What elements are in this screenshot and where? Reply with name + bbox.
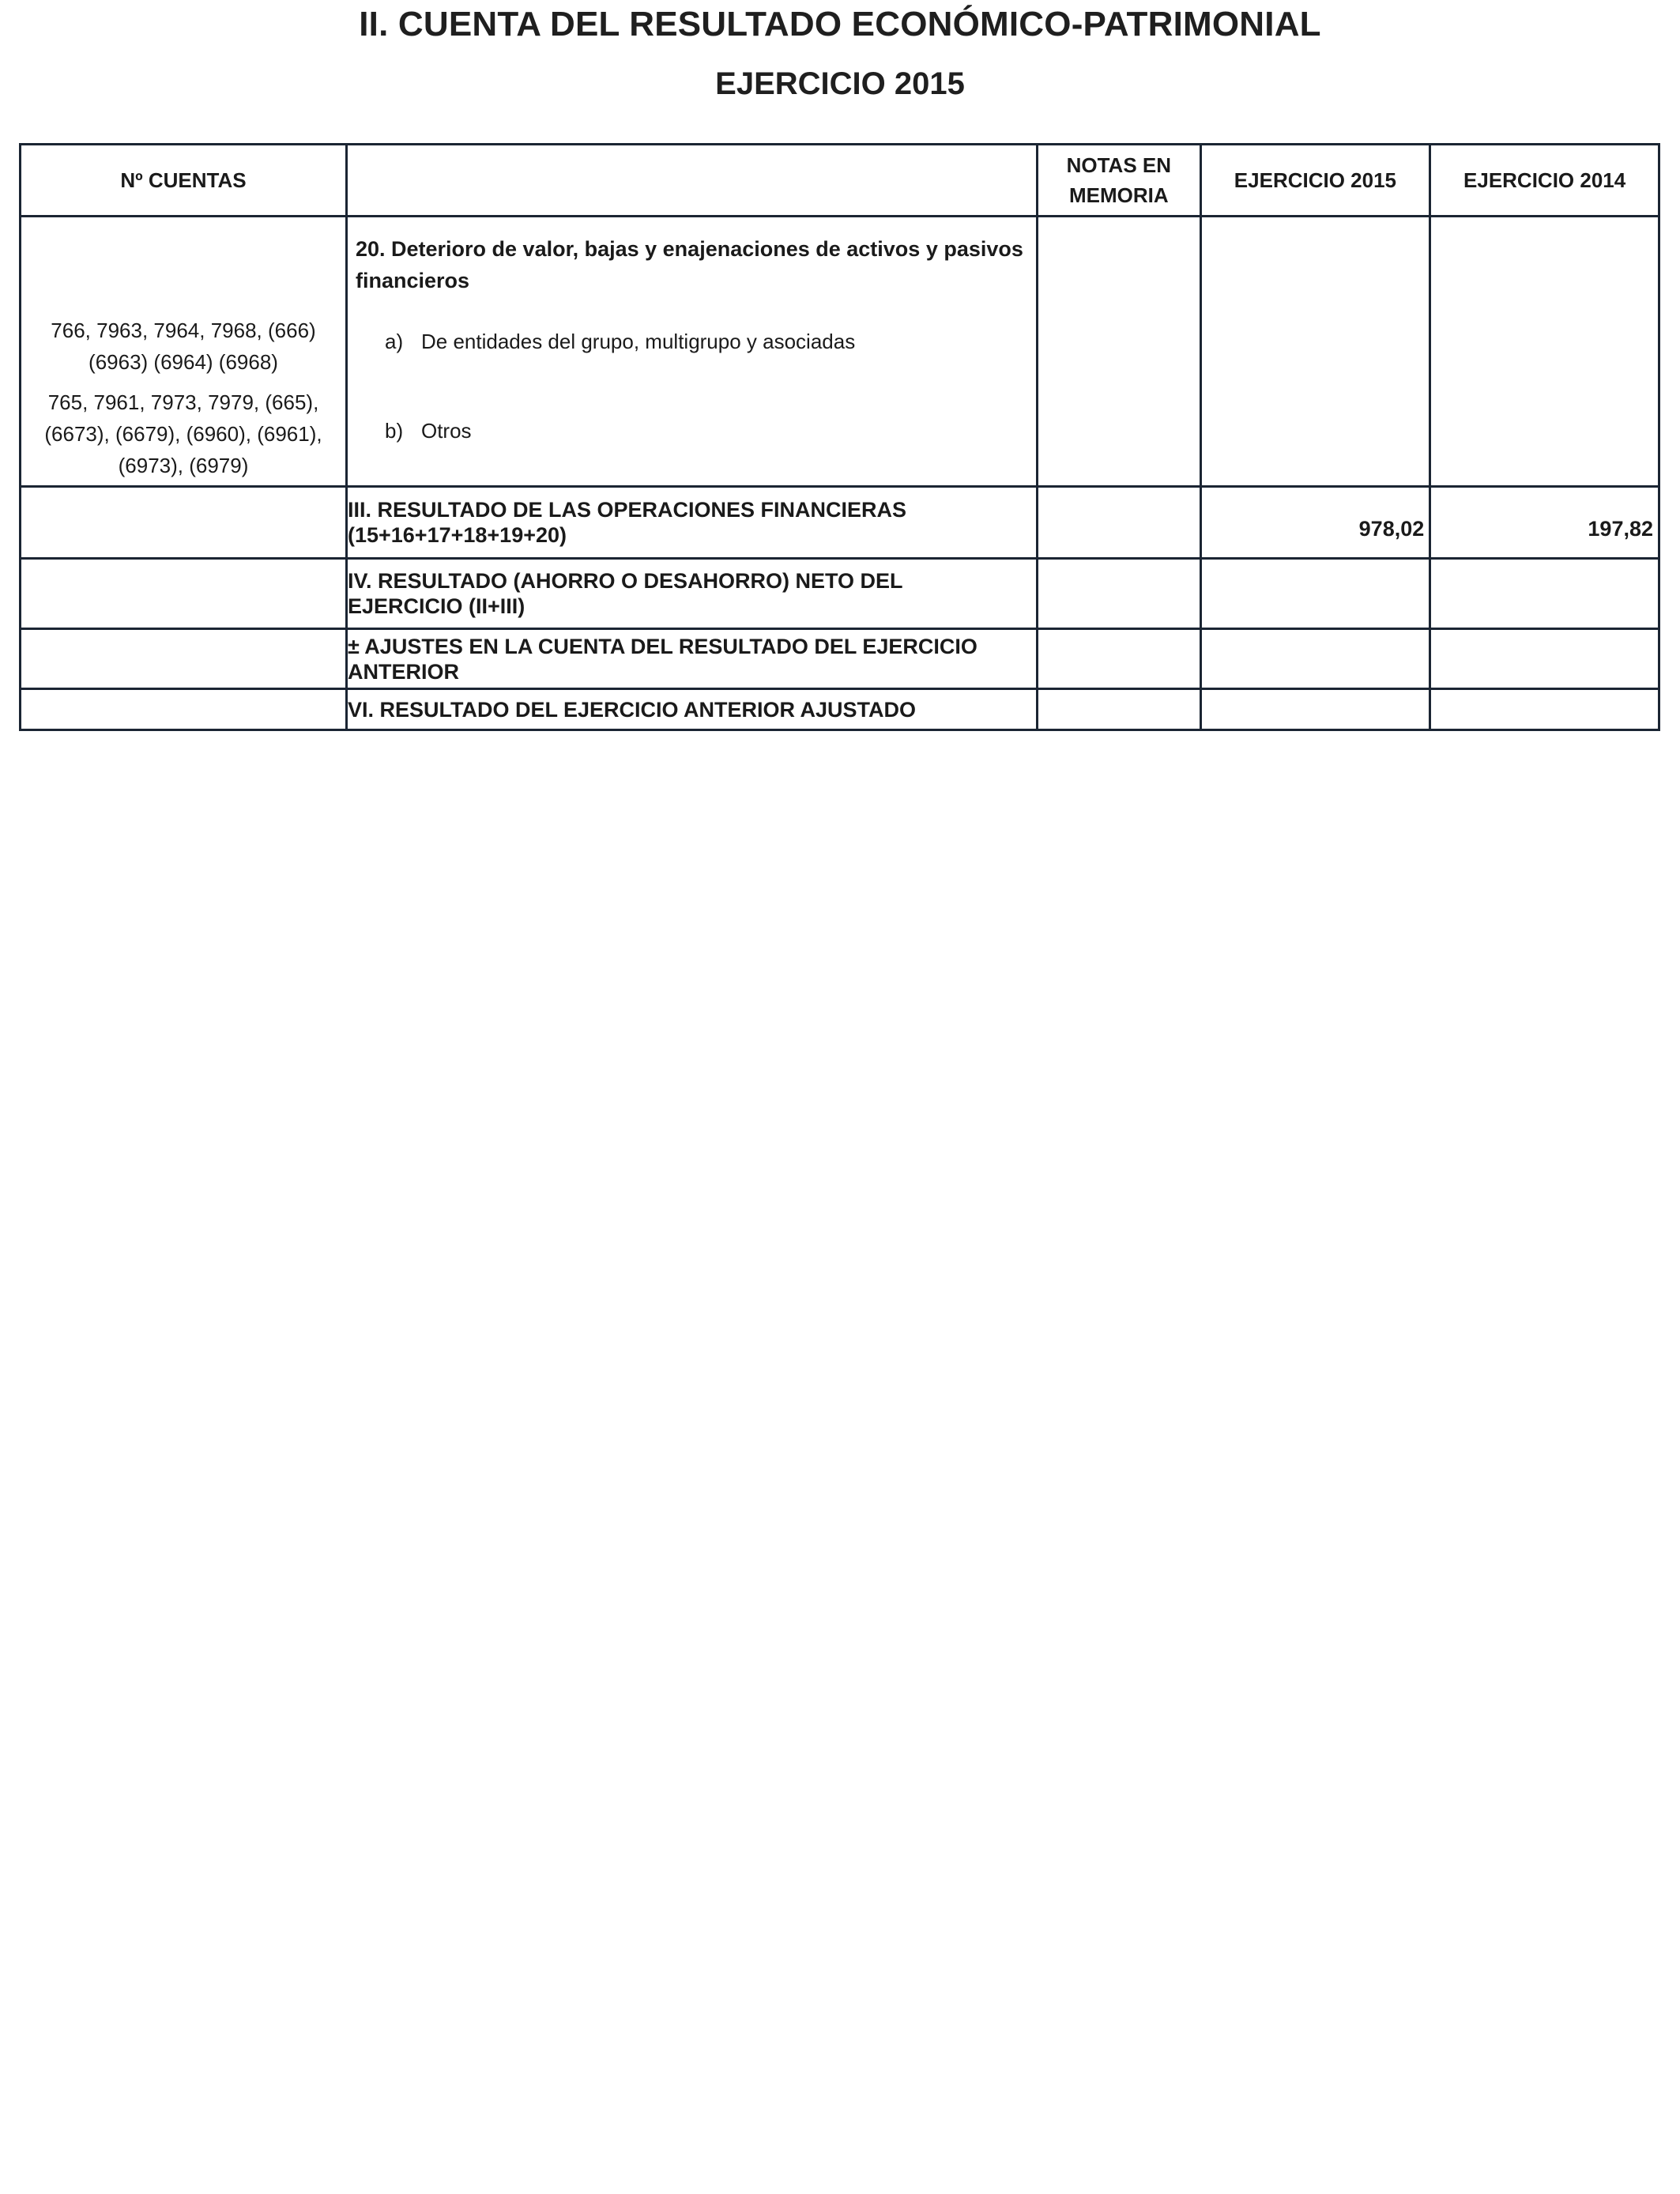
row-iii-accounts-cell xyxy=(21,487,347,559)
item-a-accounts-line2: (6963) (6964) (6968) xyxy=(89,350,278,374)
item-b-accounts-line1: 765, 7961, 7973, 7979, (665), xyxy=(47,390,319,414)
row-adjustments-year-2014 xyxy=(1430,629,1659,689)
item-b-label: Otros xyxy=(420,419,472,443)
header-notes xyxy=(1038,145,1200,217)
page-subtitle: EJERCICIO 2015 xyxy=(715,66,965,101)
row-iv-year-2014 xyxy=(1430,559,1659,629)
row-adjustments-notes xyxy=(1038,629,1200,689)
section20-year-2014-cell xyxy=(1430,217,1659,487)
section20-item-a-accounts xyxy=(21,315,345,378)
header-notes-line1: NOTAS EN xyxy=(1066,153,1172,177)
row-iii-description xyxy=(346,487,1037,559)
row-iv-line1: IV. RESULTADO (AHORRO O DESAHORRO) NETO DEL xyxy=(347,569,903,593)
row-adjustments-line1: ± AJUSTES EN LA CUENTA DEL RESULTADO DEL EJERCICIO xyxy=(347,634,977,658)
table-row-result-iv xyxy=(21,559,1659,629)
item-b-accounts-line3: (6973), (6979) xyxy=(118,454,249,477)
row-adjustments-accounts-cell xyxy=(21,629,347,689)
row-iv-accounts-cell xyxy=(21,559,347,629)
table-header-row xyxy=(21,145,1659,217)
section20-accounts-cell xyxy=(21,217,347,487)
header-description xyxy=(346,145,1037,217)
row-vi-accounts-cell xyxy=(21,689,347,730)
row-iii-line1: III. RESULTADO DE LAS OPERACIONES FINANCIERAS xyxy=(347,498,907,522)
header-notes-line2: MEMORIA xyxy=(1068,183,1169,207)
section20-item-b-accounts xyxy=(21,386,345,481)
item-a-marker: a) xyxy=(384,330,404,353)
row-vi-year-2015 xyxy=(1200,689,1430,730)
header-year-2015: EJERCICIO 2015 xyxy=(1200,145,1430,217)
item-a-label: De entidades del grupo, multigrupo y asociadas xyxy=(420,330,856,353)
table-row-result-vi xyxy=(21,689,1659,730)
row-iv-notes xyxy=(1038,559,1200,629)
item-b-accounts-line2: (6673), (6679), (6960), (6961), xyxy=(44,422,322,446)
row-vi-notes xyxy=(1038,689,1200,730)
item-a-accounts-line1: 766, 7963, 7964, 7968, (666) xyxy=(51,319,316,342)
row-iii-year-2015: 978,02 xyxy=(1200,487,1430,559)
row-iii-line2: (15+16+17+18+19+20) xyxy=(347,523,567,547)
row-iii-notes xyxy=(1038,487,1200,559)
row-vi-year-2014 xyxy=(1430,689,1659,730)
row-iv-description xyxy=(346,559,1037,629)
page-title: II. CUENTA DEL RESULTADO ECONÓMICO-PATRIMONIAL xyxy=(359,5,1321,43)
section20-description-cell xyxy=(346,217,1037,487)
row-adjustments-description xyxy=(346,629,1037,689)
row-adjustments-line2: ANTERIOR xyxy=(347,659,459,684)
table-row-result-iii xyxy=(21,487,1659,559)
table-row-section-20 xyxy=(21,217,1659,487)
header-year-2014: EJERCICIO 2014 xyxy=(1430,145,1659,217)
row-vi-description: VI. RESULTADO DEL EJERCICIO ANTERIOR AJUSTADO xyxy=(346,689,1037,730)
result-account-table xyxy=(19,143,1660,731)
section20-item-a xyxy=(385,327,855,356)
table-row-adjustments xyxy=(21,629,1659,689)
section20-notes-cell xyxy=(1038,217,1200,487)
section20-item-b xyxy=(385,417,472,445)
section20-title: 20. Deterioro de valor, bajas y enajenaciones de activos y pasivos financieros xyxy=(355,237,1023,292)
item-b-marker: b) xyxy=(384,419,404,443)
header-accounts: Nº CUENTAS xyxy=(21,145,347,217)
row-iv-line2: EJERCICIO (II+III) xyxy=(347,594,525,618)
row-iv-year-2015 xyxy=(1200,559,1430,629)
row-adjustments-year-2015 xyxy=(1200,629,1430,689)
row-iii-year-2014: 197,82 xyxy=(1430,487,1659,559)
section20-year-2015-cell xyxy=(1200,217,1430,487)
